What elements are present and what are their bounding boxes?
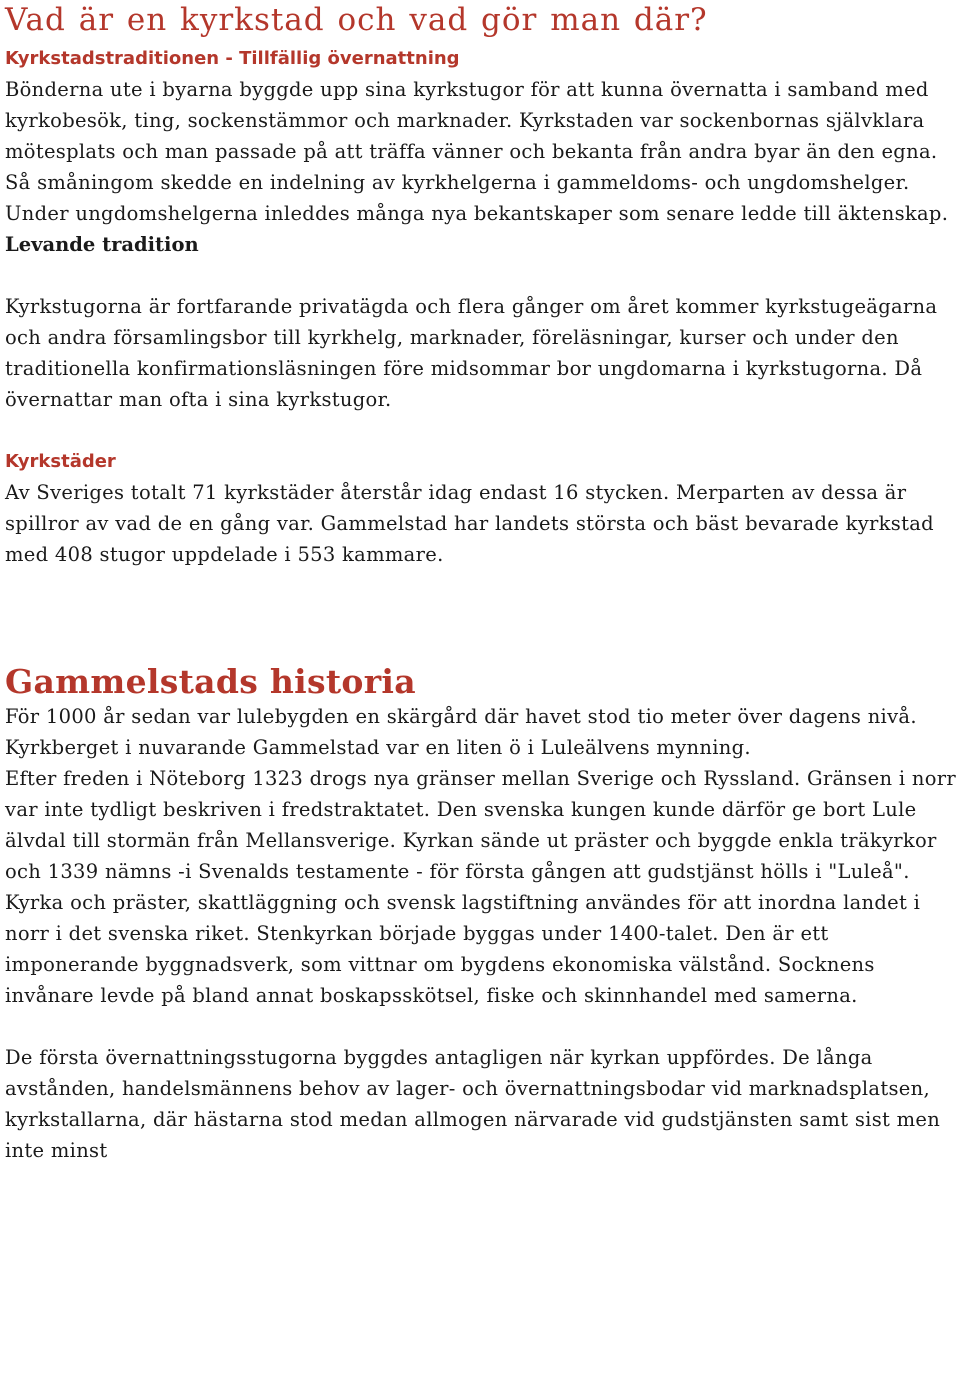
- section-heading-levande-tradition: Levande tradition: [5, 233, 199, 256]
- section-text-kyrkstader: Av Sveriges totalt 71 kyrkstäder återstår idag endast 16 stycken. Merparten av dessa är spillror av vad de en gång var. Gammelstad har landets största och bäst bevarade kyrkstad med 408 stugor uppdelade i 553 kammare.: [5, 481, 934, 566]
- history-heading: Gammelstads historia: [5, 662, 416, 701]
- history-paragraph-1: För 1000 år sedan var lulebygden en skärgård där havet stod tio meter över dagens nivå. Kyrkberget i nuvarande Gammelstad var en liten ö i Luleälvens mynning.: [5, 705, 917, 759]
- section-text-kyrkstadstraditionen: Bönderna ute i byarna byggde upp sina kyrkstugor för att kunna övernatta i samband med kyrkobesök, ting, sockenstämmor och marknader. Kyrkstaden var sockenbornas självklara mötesplats och man passade på att träffa vänner och bekanta från andra byar än den egna. Så småningom skedde en indelning av kyrkhelgerna i gammeldoms- och ungdomshelger. Under ungdomshelgerna inleddes många nya bekantskaper som senare ledde till äktenskap.: [5, 78, 949, 225]
- section-heading-kyrkstadstraditionen: Kyrkstadstraditionen - Tillfällig övernattning: [5, 48, 460, 69]
- history-paragraph-2: Efter freden i Nöteborg 1323 drogs nya gränser mellan Sverige och Ryssland. Gränsen i norr var inte tydligt beskriven i fredstraktatet. Den svenska kungen kunde därför ge bort Lule älvdal till stormän från Mellansverige. Kyrkan sände ut präster och byggde enkla träkyrkor och 1339 nämns -i Svenalds testamente - för första gången att gudstjänst hölls i "Luleå".: [5, 767, 956, 883]
- section-heading-kyrkstader: Kyrkstäder: [5, 451, 116, 472]
- page-title: Vad är en kyrkstad och vad gör man där?: [5, 2, 708, 38]
- history-paragraph-4: De första övernattningsstugorna byggdes antagligen när kyrkan uppfördes. De långa avstånden, handelsmännens behov av lager- och övernattningsbodar vid marknadsplatsen, kyrkstallarna, där hästarna stod medan allmogen närvarade vid gudstjänsten samt sist men inte minst: [5, 1046, 941, 1162]
- history-paragraph-3: Kyrka och präster, skattläggning och svensk lagstiftning användes för att inordna landet i norr i det svenska riket. Stenkyrkan började byggas under 1400-talet. Den är ett imponerande byggnadsverk, som vittnar om bygdens ekonomiska välstånd. Socknens invånare levde på bland annat boskapsskötsel, fiske och skinnhandel med samerna.: [5, 891, 921, 1007]
- section-text-levande-tradition: Kyrkstugorna är fortfarande privatägda och flera gånger om året kommer kyrkstugeägarna och andra församlingsbor till kyrkhelg, marknader, föreläsningar, kurser och under den traditionella konfirmationsläsningen före midsommar bor ungdomarna i kyrkstugorna. Då övernattar man ofta i sina kyrkstugor.: [5, 295, 938, 411]
